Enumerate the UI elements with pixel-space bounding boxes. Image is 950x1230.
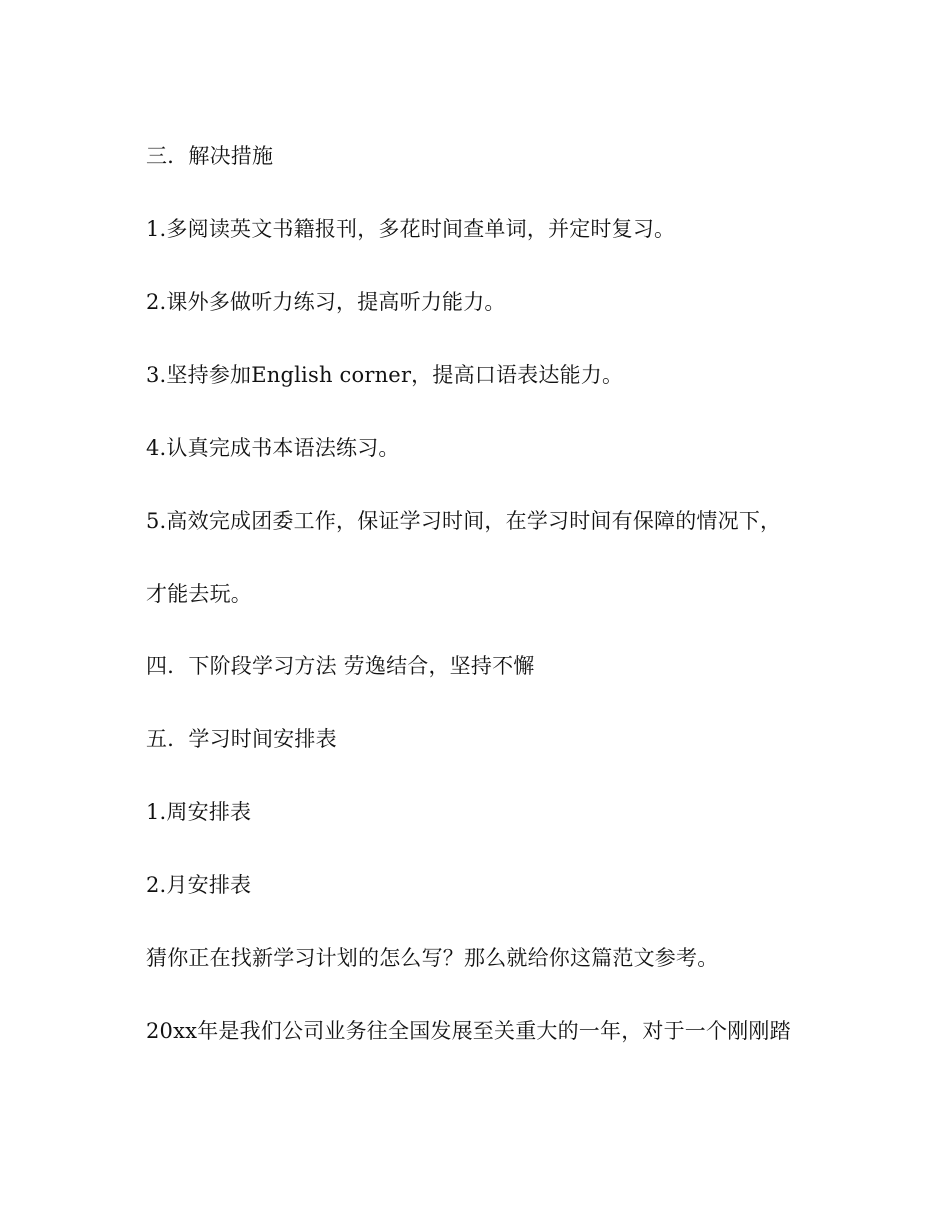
paragraph-line: 5.高效完成团委工作，保证学习时间，在学习时间有保障的情况下， — [146, 509, 782, 533]
paragraph-line: 1.多阅读英文书籍报刊，多花时间查单词，并定时复习。 — [146, 217, 676, 241]
paragraph-line: 3.坚持参加English corner，提高口语表达能力。 — [146, 363, 624, 387]
paragraph-line: 2.月安排表 — [146, 873, 252, 897]
paragraph-line: 才能去玩。 — [146, 582, 252, 606]
paragraph-line: 1.周安排表 — [146, 800, 252, 824]
paragraph-line: 2.课外多做听力练习，提高听力能力。 — [146, 290, 506, 314]
paragraph-line: 20xx年是我们公司业务往全国发展至关重大的一年，对于一个刚刚踏 — [146, 1019, 791, 1043]
section-heading-solutions: 三．解决措施 — [146, 144, 274, 168]
paragraph-line: 4.认真完成书本语法练习。 — [146, 436, 400, 460]
section-heading-methods: 四．下阶段学习方法 劳逸结合，坚持不懈 — [146, 654, 535, 678]
paragraph-line: 猜你正在找新学习计划的怎么写？那么就给你这篇范文参考。 — [146, 946, 719, 970]
section-heading-schedule: 五．学习时间安排表 — [146, 727, 337, 751]
